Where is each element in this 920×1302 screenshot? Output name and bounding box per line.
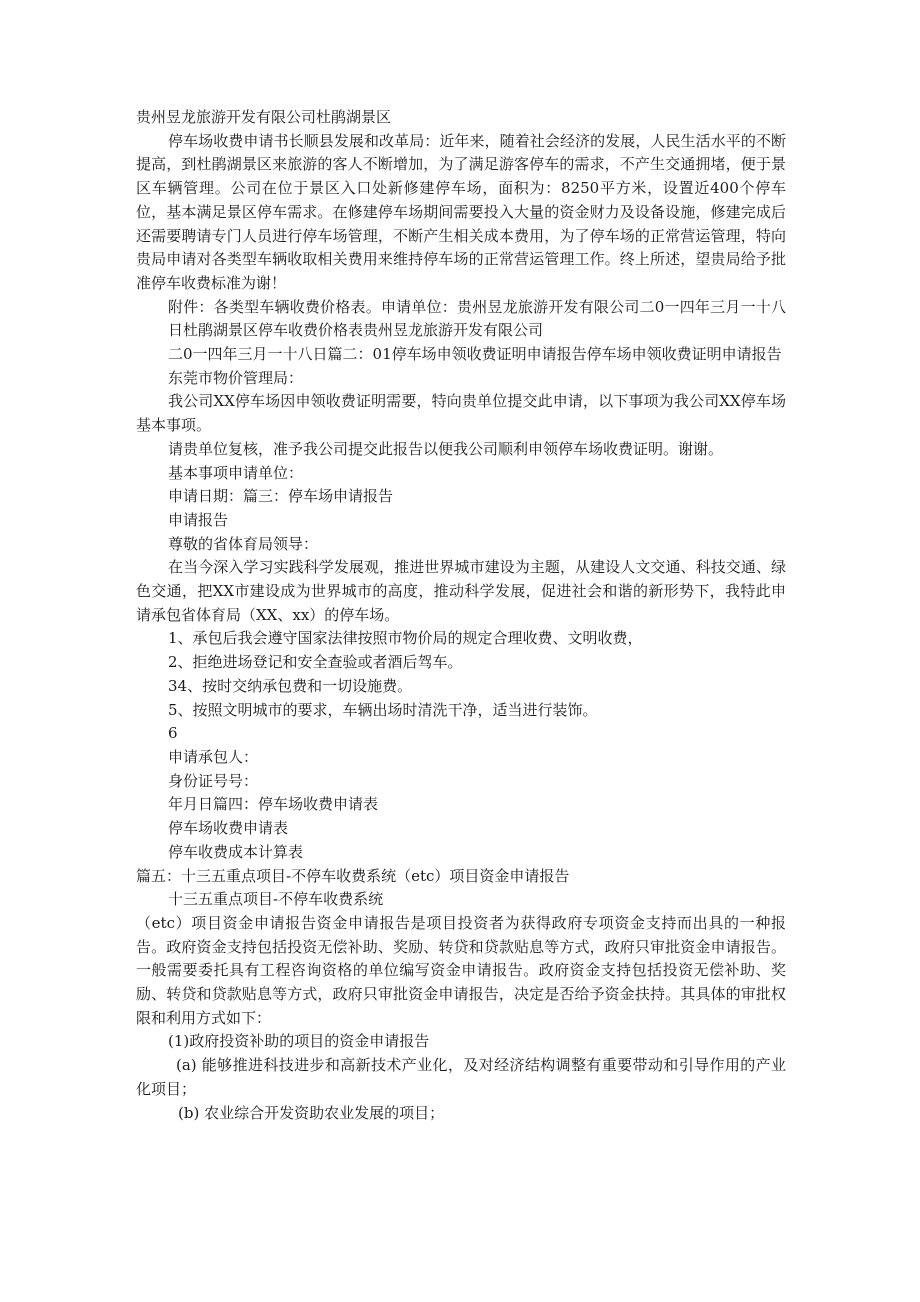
paragraph: 尊敬的省体育局领导： bbox=[168, 534, 319, 553]
paragraph: 年月日篇四：停车场收费申请表 bbox=[168, 795, 379, 814]
paragraph: 十三五重点项目-不停车收费系统 bbox=[168, 890, 384, 909]
paragraph: 请贵单位复核，准予我公司提交此报告以便我公司顺利申领停车场收费证明。谢谢。 bbox=[168, 439, 724, 458]
paragraph: 东莞市物价管理局： bbox=[168, 368, 304, 387]
paragraph: 停车收费成本计算表 bbox=[168, 842, 304, 861]
paragraph: 附件：各类型车辆收费价格表。申请单位：贵州昱龙旅游开发有限公司二0一四年三月一十八日杜鹃湖景区停车收费价格表贵州昱龙旅游开发有限公司 bbox=[168, 297, 786, 340]
paragraph: 二0一四年三月一十八日篇二：01停车场申领收费证明申请报告停车场申领收费证明申请报告 bbox=[168, 345, 782, 364]
document-body bbox=[136, 106, 786, 1125]
paragraph: 身份证号号： bbox=[168, 771, 259, 790]
list-item: (b) 农业综合开发资助农业发展的项目； bbox=[178, 1103, 445, 1122]
document-title: 贵州昱龙旅游开发有限公司杜鹃湖景区 bbox=[136, 108, 392, 126]
list-item: 34、按时交纳承包费和一切设施费。 bbox=[168, 676, 413, 695]
paragraph: 申请报告 bbox=[168, 510, 229, 529]
paragraph: (1)政府投资补助的项目的资金申请报告 bbox=[168, 1032, 430, 1051]
list-item: 6 bbox=[168, 724, 178, 743]
paragraph: 停车场收费申请书长顺县发展和改革局：近年来，随着社会经济的发展，人民生活水平的不断提高，到杜鹃湖景区来旅游的客人不断增加，为了满足游客停车的需求，不产生交通拥堵，便于景区车辆管理。公司在位于景区入口处新修建停车场，面积为：8250平方米，设置近400个停车位，基本满足景区停车需求。在修建停车场期间需要投入大量的资金财力及设备设施，修建完成后还需要聘请专门人员进行停车场管理，不断产生相关成本费用，为了停车场的正常营运管理，特向贵局申请对各类型车辆收取相关费用来维持停车场的正常营运管理工作。终上所述，望贵局给予批准停车收费标准为谢！ bbox=[136, 131, 786, 292]
list-item: 1、承包后我会遵守国家法律按照市物价局的规定合理收费、文明收费， bbox=[168, 629, 643, 648]
paragraph: 停车场收费申请表 bbox=[168, 819, 289, 838]
paragraph: 在当今深入学习实践科学发展观，推进世界城市建设为主题，从建设人文交通、科技交通、绿色交通，把XX市建设成为世界城市的高度，推动科学发展，促进社会和谐的新形势下，我特此申请承包省体育局（XX、xx）的停车场。 bbox=[136, 558, 786, 624]
section-heading: 篇五：十三五重点项目-不停车收费系统（etc）项目资金申请报告 bbox=[136, 866, 570, 885]
list-item: (a) 能够推进科技进步和高新技术产业化，及对经济结构调整有重要带动和引导作用的产业化项目； bbox=[136, 1056, 786, 1098]
list-item: 5、按照文明城市的要求，车辆出场时清洗干净，适当进行装饰。 bbox=[168, 700, 598, 719]
paragraph: 基本事项申请单位： bbox=[168, 463, 304, 482]
paragraph: （etc）项目资金申请报告资金申请报告是项目投资者为获得政府专项资金支持而出具的一种报告。政府资金支持包括投资无偿补助、奖励、转贷和贷款贴息等方式，政府只审批资金申请报告。一般需要委托具有工程咨询资格的单位编写资金申请报告。政府资金支持包括投资无偿补助、奖励、转贷和贷款贴息等方式，政府只审批资金申请报告，决定是否给予资金扶持。其具体的审批权限和利用方式如下： bbox=[136, 913, 786, 1027]
paragraph: 申请日期：篇三：停车场申请报告 bbox=[168, 487, 394, 506]
list-item: 2、拒绝进场登记和安全查验或者酒后驾车。 bbox=[168, 653, 463, 672]
paragraph: 我公司XX停车场因申领收费证明需要，特向贵单位提交此申请，以下事项为我公司XX停车场基本事项。 bbox=[136, 392, 786, 435]
paragraph: 申请承包人： bbox=[168, 747, 259, 766]
